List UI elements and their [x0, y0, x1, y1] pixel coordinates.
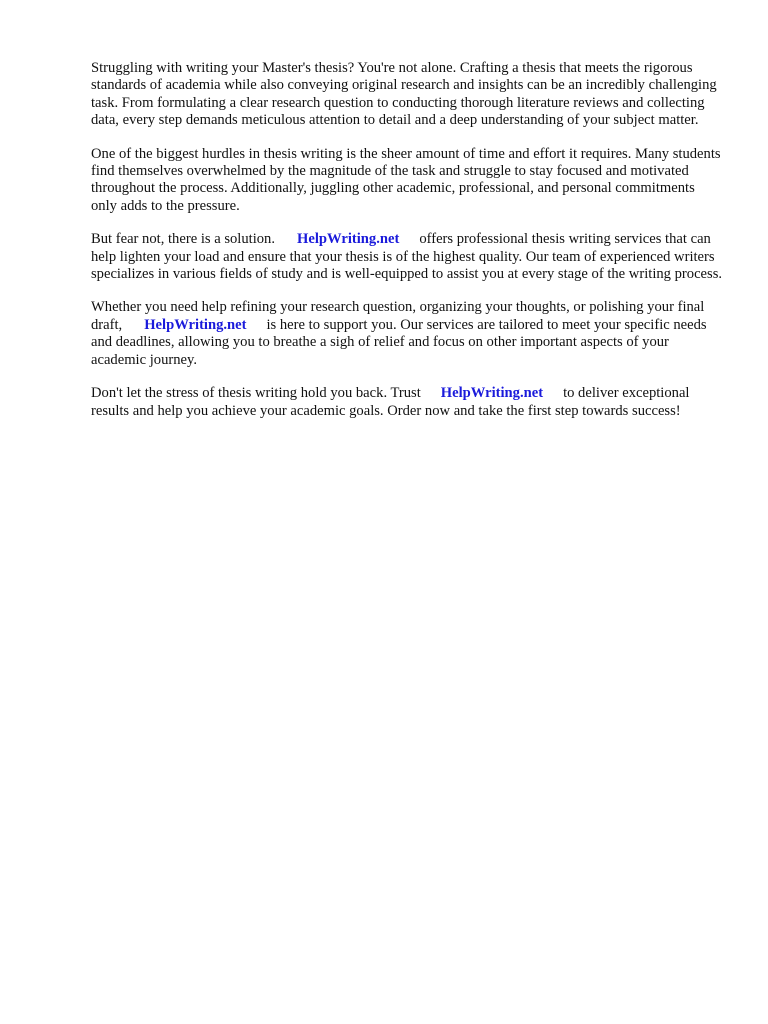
document-page — [91, 60, 723, 436]
helpwriting-link-2[interactable]: HelpWriting.net — [144, 316, 247, 333]
paragraph-support-text-after: is here to support you. Our services are tailored to meet your specific needs and deadlines, allowing you to breathe a sigh of relief and focus on other important aspects of your academic journey. — [91, 316, 707, 368]
paragraph-support — [91, 299, 723, 369]
paragraph-support-text-before: Whether you need help refining your research question, organizing your thoughts, or polishing your final draft, — [91, 299, 705, 333]
paragraph-cta-text-before: Don't let the stress of thesis writing hold you back. Trust — [91, 385, 421, 402]
paragraph-hurdles: One of the biggest hurdles in thesis writing is the sheer amount of time and effort it requires. Many students find themselves overwhelmed by the magnitude of the task and struggle to stay focused and motivated throughout the process. Additionally, juggling other academic, professional, and personal commitments only adds to the pressure. — [91, 145, 721, 214]
helpwriting-link-3[interactable]: HelpWriting.net — [440, 385, 544, 402]
paragraph-solution-text-before: But fear not, there is a solution. — [91, 231, 276, 248]
paragraph-intro: Struggling with writing your Master's thesis? You're not alone. Crafting a thesis that meets the rigorous standards of academia while also conveying original research and insights can be an incredibly challenging task. From formulating a clear research question to conducting thorough literature reviews and collecting data, every step demands meticulous attention to detail and a deep understanding of your subject matter. — [91, 60, 717, 129]
paragraph-solution-text-after: offers professional thesis writing services that can help lighten your load and ensure that your thesis is of the highest quality. Our team of experienced writers specializes in various fields of study and is well-equipped to assist you at every stage of the writing process. — [91, 231, 723, 283]
paragraph-solution — [91, 231, 723, 283]
helpwriting-link-1[interactable]: HelpWriting.net — [297, 231, 400, 248]
paragraph-cta-text-after: to deliver exceptional results and help you achieve your academic goals. Order now and take the first step towards success! — [91, 385, 690, 419]
paragraph-call-to-action — [91, 385, 723, 420]
